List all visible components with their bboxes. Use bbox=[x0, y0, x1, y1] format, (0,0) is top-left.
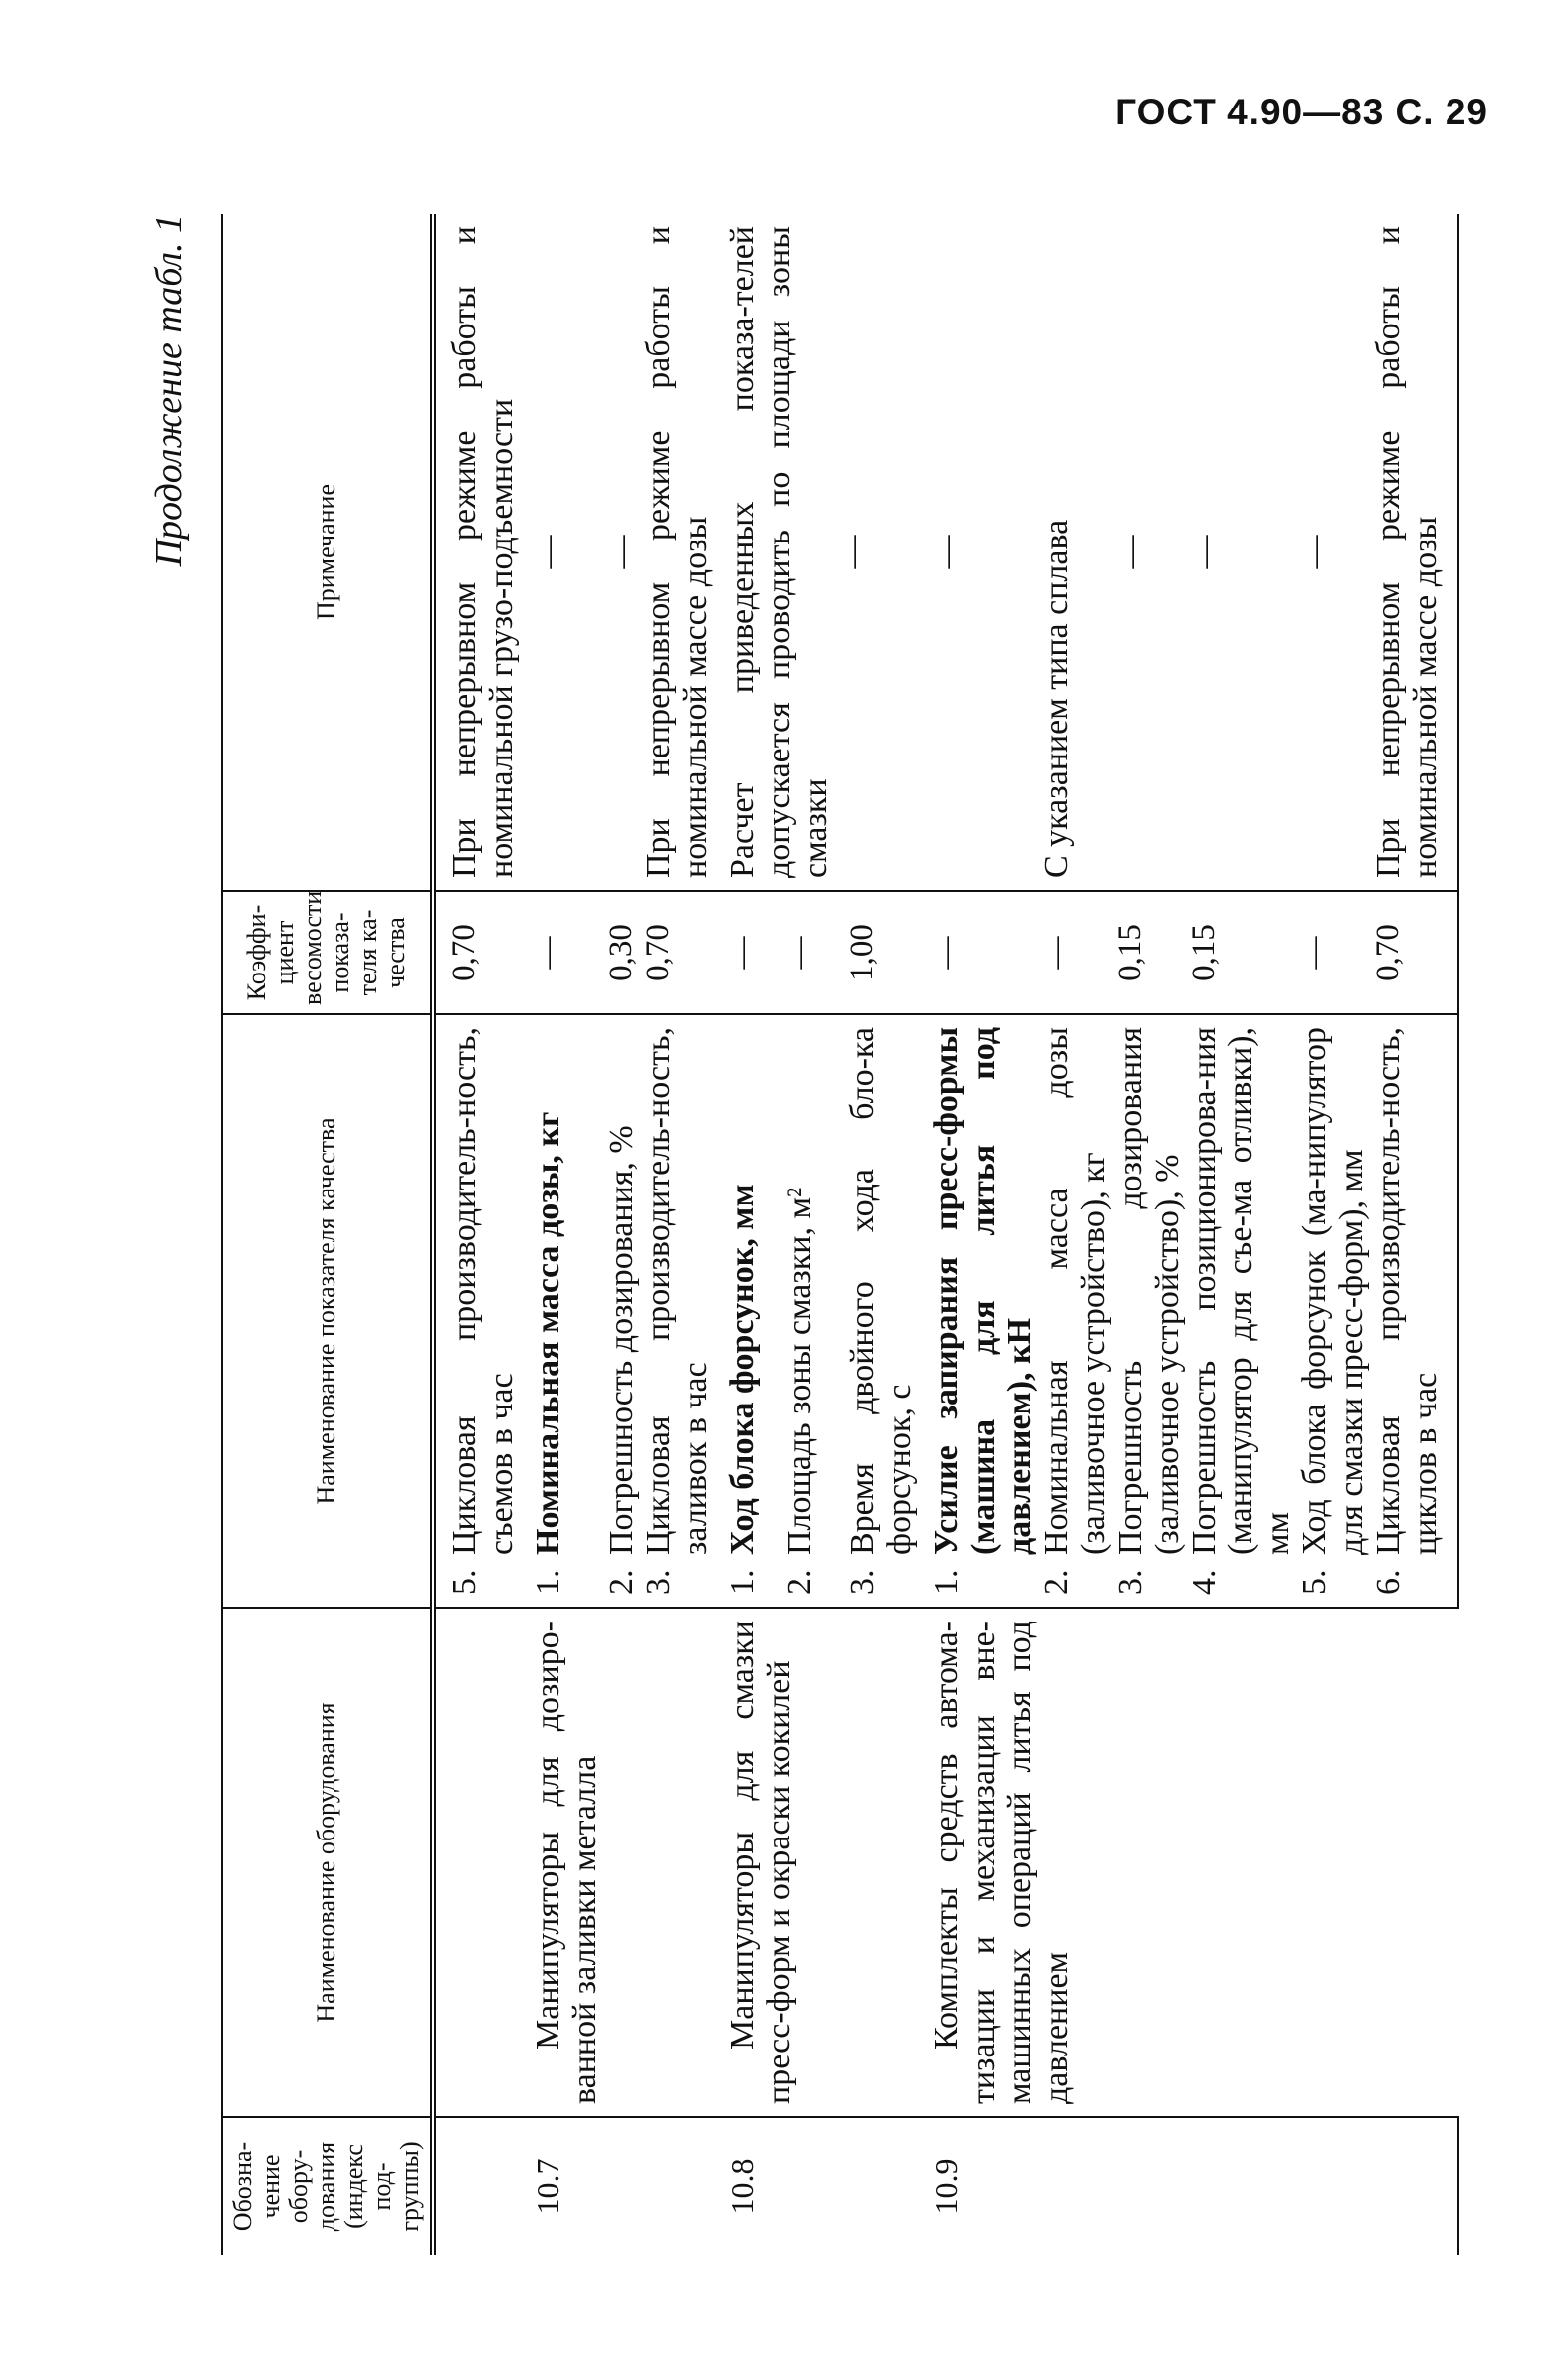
cell-note: — bbox=[520, 214, 603, 891]
indicator-number: 4. bbox=[1186, 1569, 1223, 1595]
cell-equipment: Комплекты средств автома-тизации и механизации вне-машинных операций литья под давлением bbox=[918, 1608, 1458, 2117]
page-header: ГОСТ 4.90—83 С. 29 bbox=[1115, 92, 1488, 132]
cell-indicator bbox=[781, 1014, 834, 1608]
indicator-text: Ход блока форсунок (ма-нипулятор для смазки пресс-форм), мм bbox=[1296, 1027, 1370, 1555]
cell-indicator bbox=[714, 1014, 781, 1608]
cell-note: При непрерывном режиме работы и номинальной грузо-подъемности bbox=[433, 214, 520, 891]
cell-code bbox=[1370, 2117, 1458, 2255]
cell-indicator bbox=[433, 1014, 520, 1608]
table-row bbox=[520, 214, 603, 2255]
table-row bbox=[918, 214, 1038, 2255]
cell-code bbox=[1186, 2117, 1296, 2255]
indicator-text: Цикловая производитель-ность, циклов в час bbox=[1370, 1027, 1444, 1555]
indicator-text: Время двойного хода бло-ка форсунок, с bbox=[844, 1027, 918, 1555]
col-header-note: Примечание bbox=[222, 214, 433, 891]
indicator-number: 5. bbox=[446, 1569, 483, 1595]
table-caption: Продолжение табл. 1 bbox=[148, 214, 190, 567]
cell-equipment: Манипуляторы для дозиро-ванной заливки металла bbox=[520, 1608, 603, 2117]
cell-coef: — bbox=[714, 891, 781, 1014]
cell-note: При непрерывном режиме работы и номинальной массе дозы bbox=[640, 214, 714, 891]
cell-note: При непрерывном режиме работы и номинальной массе дозы bbox=[1370, 214, 1458, 891]
indicator-number: 3. bbox=[640, 1569, 677, 1595]
indicator-number: 2. bbox=[1038, 1569, 1075, 1595]
cell-note: — bbox=[1186, 214, 1296, 891]
indicator-number: 2. bbox=[603, 1569, 640, 1595]
cell-code: 10.9 bbox=[928, 2158, 964, 2215]
indicator-number: 2. bbox=[780, 1569, 818, 1595]
cell-coef: — bbox=[1038, 891, 1112, 1014]
cell-code bbox=[781, 2117, 834, 2255]
table-row bbox=[433, 214, 520, 2255]
cell-coef: 0,70 bbox=[1370, 891, 1458, 1014]
indicator-number: 1. bbox=[724, 1569, 761, 1595]
cell-note: — bbox=[1112, 214, 1186, 891]
table-row bbox=[603, 214, 640, 2255]
cell-code bbox=[640, 2117, 714, 2255]
indicator-number: 3. bbox=[844, 1569, 881, 1595]
cell-coef: — bbox=[781, 891, 834, 1014]
cell-coef: 0,70 bbox=[433, 891, 520, 1014]
indicator-text: Номинальная масса дозы, кг bbox=[530, 1111, 566, 1555]
cell-coef: — bbox=[520, 891, 603, 1014]
cell-equipment bbox=[433, 1608, 520, 2117]
cell-indicator bbox=[603, 1014, 640, 1608]
cell-note: — bbox=[918, 214, 1038, 891]
col-header-equipment: Наименование оборудования bbox=[222, 1608, 433, 2117]
col-header-coef: Коэффи-циент весомости показа-теля ка-чества bbox=[222, 891, 433, 1014]
cell-note: Расчет приведенных показа-телей допускается проводить по площади зоны смазки bbox=[714, 214, 834, 891]
indicator-text: Номинальная масса дозы (заливочное устройство), кг bbox=[1038, 1027, 1112, 1555]
cell-coef: 0,15 bbox=[1186, 891, 1296, 1014]
indicator-text: Цикловая производитель-ность, заливок в час bbox=[640, 1027, 714, 1555]
cell-indicator bbox=[918, 1014, 1038, 1608]
cell-code bbox=[1112, 2117, 1186, 2255]
indicator-text: Погрешность позиционирова-ния (манипулятор для съе-ма отливки), мм bbox=[1186, 1027, 1296, 1555]
cell-equipment: Манипуляторы для смазки пресс-форм и окраски кокилей bbox=[714, 1608, 918, 2117]
indicator-number: 5. bbox=[1296, 1569, 1333, 1595]
cell-coef: — bbox=[918, 891, 1038, 1014]
indicator-text: Погрешность дозирования, % bbox=[603, 1125, 640, 1555]
cell-coef: 1,00 bbox=[834, 891, 918, 1014]
cell-coef: 0,30 bbox=[603, 891, 640, 1014]
table-row bbox=[640, 214, 714, 2255]
cell-code bbox=[603, 2117, 640, 2255]
cell-coef: — bbox=[1296, 891, 1370, 1014]
cell-note: — bbox=[834, 214, 918, 891]
cell-equipment bbox=[640, 1608, 714, 2117]
cell-indicator bbox=[1186, 1014, 1296, 1608]
cell-indicator bbox=[834, 1014, 918, 1608]
cell-equipment bbox=[603, 1608, 640, 2117]
cell-note: С указанием типа сплава bbox=[1038, 214, 1112, 891]
indicator-text: Цикловая производитель-ность, съемов в час bbox=[446, 1027, 520, 1555]
cell-code bbox=[433, 2117, 520, 2255]
indicator-text: Площадь зоны смазки, м² bbox=[780, 1187, 818, 1555]
cell-coef: 0,15 bbox=[1112, 891, 1186, 1014]
indicator-number: 6. bbox=[1370, 1569, 1407, 1595]
cell-note: — bbox=[1296, 214, 1370, 891]
rotated-table-container bbox=[139, 214, 1444, 2255]
cell-code bbox=[834, 2117, 918, 2255]
indicator-number: 1. bbox=[928, 1569, 965, 1595]
table-header-row bbox=[222, 214, 433, 2255]
cell-note: — bbox=[603, 214, 640, 891]
indicator-text: Ход блока форсунок, мм bbox=[724, 1184, 761, 1555]
indicator-number: 3. bbox=[1112, 1569, 1149, 1595]
col-header-code: Обозна-чение обору-дования (индекс под-группы) bbox=[222, 2117, 433, 2255]
cell-code bbox=[1038, 2117, 1112, 2255]
cell-indicator bbox=[1112, 1014, 1186, 1608]
cell-indicator bbox=[520, 1014, 603, 1608]
indicator-number: 1. bbox=[530, 1569, 566, 1595]
indicator-text: Усилие запирания пресс-формы (машина для литья под давлением), кН bbox=[928, 1027, 1038, 1555]
cell-code: 10.8 bbox=[724, 2158, 760, 2215]
indicator-text: Погрешность дозирования (заливочное устройство), % bbox=[1112, 1027, 1186, 1555]
cell-indicator bbox=[1296, 1014, 1370, 1608]
cell-code: 10.7 bbox=[530, 2158, 565, 2215]
cell-coef: 0,70 bbox=[640, 891, 714, 1014]
equipment-quality-table bbox=[221, 214, 1459, 2255]
cell-indicator bbox=[640, 1014, 714, 1608]
cell-indicator bbox=[1038, 1014, 1112, 1608]
cell-indicator bbox=[1370, 1014, 1458, 1608]
table-row bbox=[714, 214, 781, 2255]
cell-code bbox=[1296, 2117, 1370, 2255]
col-header-indicator: Наименование показателя качества bbox=[222, 1014, 433, 1608]
